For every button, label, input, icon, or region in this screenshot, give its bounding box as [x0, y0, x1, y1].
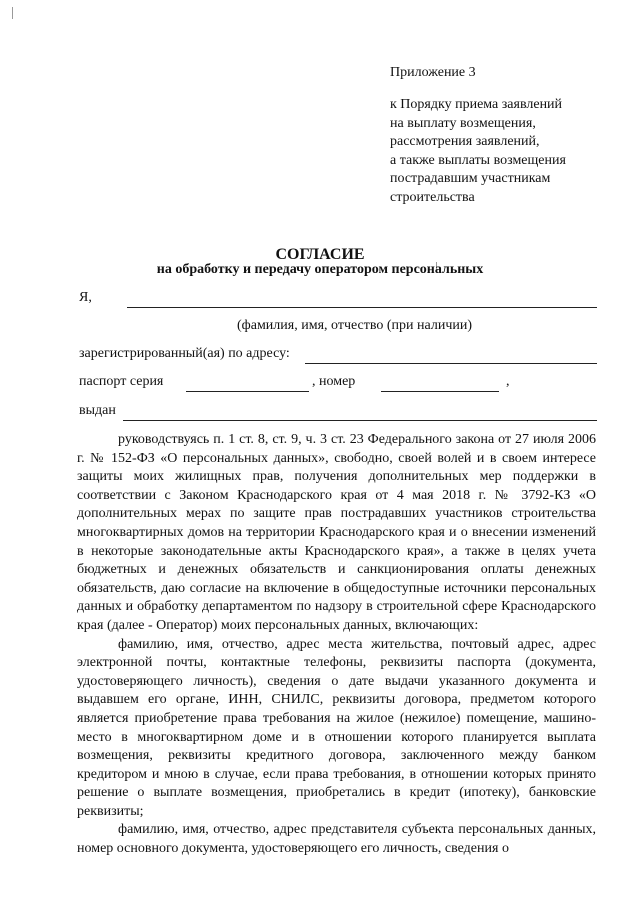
fio-field-line[interactable] — [127, 307, 597, 308]
issued-field-line[interactable] — [123, 420, 597, 421]
consent-paragraph: фамилию, имя, отчество, адрес представителя субъекта персональных данных, номер основного документа, удостоверяющего его личность, сведения о — [77, 822, 596, 857]
passport-series-field-line[interactable] — [186, 391, 309, 392]
passport-number-field-line[interactable] — [381, 391, 499, 392]
appendix-line: а также выплаты возмещения — [390, 152, 566, 168]
ya-label: Я, — [79, 290, 92, 305]
appendix-number: Приложение 3 — [390, 65, 476, 80]
passport-comma: , — [506, 374, 510, 389]
appendix-line: строительства — [390, 189, 475, 205]
passport-series-label: паспорт серия — [79, 374, 164, 389]
appendix-line: к Порядку приема заявлений — [390, 97, 563, 112]
consent-paragraph: фамилию, имя, отчество, адрес места жительства, почтовый адрес, адрес электронной почты, контактные телефоны, реквизиты паспорта (документа, удостоверяющего личность), сведения о дате выдачи указанного документа и выдавшем его органе, ИНН, СНИЛС, реквизиты договора, предметом которого является приобретение права требования на жилое (нежилое) помещение, машино-место в многоквартирном доме и в отношении которого планируется выплата возмещения, реквизиты кредитного договора, заключенного между банком кредитором и мною в случае, если права требования, в отношении которых принято решение о выплате возмещения, приобретались в кредит (ипотеку), банковские реквизиты; — [77, 636, 596, 819]
issued-label: выдан — [79, 403, 116, 418]
appendix-reference — [390, 96, 620, 208]
appendix-line: на выплату возмещения, — [390, 115, 536, 131]
address-label: зарегистрированный(ая) по адресу: — [79, 346, 290, 361]
scan-mark — [12, 7, 13, 19]
appendix-line: рассмотрения заявлений, — [390, 134, 540, 150]
document-subtitle: на обработку и передачу оператором персональных — [156, 262, 484, 277]
appendix-line: пострадавшим участникам — [390, 171, 551, 187]
document-title: СОГЛАСИЕ — [275, 246, 365, 263]
consent-paragraph: руководствуясь п. 1 ст. 8, ст. 9, ч. 3 ст. 23 Федерального закона от 27 июля 2006 г. № 152-ФЗ «О персональных данных», свободно, своей волей и в своем интересе защиты моих жилищных прав, получения дополнительных мер поддержки в соответствии с Законом Краснодарского края от 4 мая 2018 г. № 3792-КЗ «О дополнительных мерах по защите прав пострадавших участников строительства многоквартирных домов на территории Краснодарского края и о внесении изменений в некоторые законодательные акты Краснодарского края», а также в целях учета бюджетных и денежных обязательств и санкционирования оплаты денежных обязательств, даю согласие на включение в общедоступные источники персональных данных и обработку департаментом по надзору в строительной сфере Краснодарского края (далее - Оператор) моих персональных данных, включающих: — [77, 432, 596, 633]
fio-caption: (фамилия, имя, отчество (при наличии) — [237, 318, 473, 333]
consent-body — [77, 431, 596, 859]
passport-number-label: , номер — [312, 374, 356, 389]
address-field-line[interactable] — [305, 363, 597, 364]
